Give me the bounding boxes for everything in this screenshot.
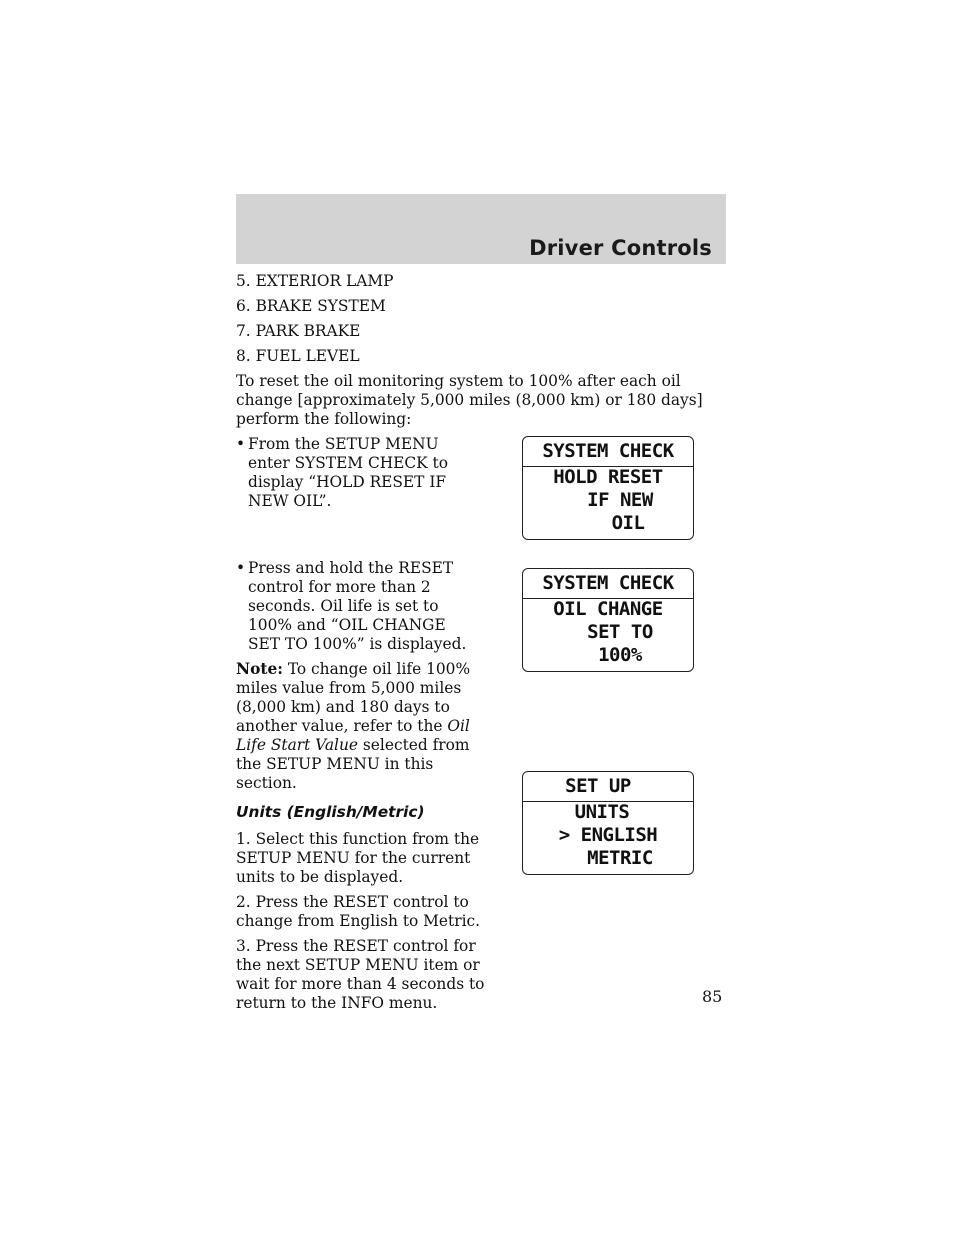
display-line: SET TO — [587, 621, 653, 643]
display-line: SET UP — [565, 775, 631, 797]
list-item: 5. EXTERIOR LAMP — [236, 272, 394, 290]
note-text-end: selected from the SETUP MENU in this section. — [236, 736, 470, 792]
intro-paragraph: To reset the oil monitoring system to 100% after each oil change [approximately 5,000 miles (8,000 km) or 180 days] perform the following: — [236, 372, 703, 428]
display-line: SYSTEM CHECK — [542, 572, 674, 594]
display-line: OIL — [611, 512, 645, 534]
display-line: OIL CHANGE — [553, 598, 663, 620]
bullet-item — [236, 435, 478, 511]
step-item: 1. Select this function from the SETUP MENU for the current units to be displayed. — [236, 830, 480, 886]
bullet-glyph: • — [236, 435, 246, 453]
bullet-text: Press and hold the RESET control for more than 2 seconds. Oil life is set to 100% and “OIL CHANGE SET TO 100%” is displayed. — [248, 559, 467, 653]
note-label: Note: — [236, 660, 283, 678]
note-reference: Oil Life Start Value — [236, 717, 470, 754]
section-title: Driver Controls — [529, 236, 712, 260]
message-display-oil-change — [522, 568, 694, 672]
list-item: 6. BRAKE SYSTEM — [236, 297, 386, 315]
page-number: 85 — [702, 987, 723, 1006]
section-header — [236, 194, 726, 264]
display-line: 100% — [598, 644, 642, 666]
step-item: 3. Press the RESET control for the next SETUP MENU item or wait for more than 4 seconds to return to the INFO menu. — [236, 937, 485, 1012]
step-item: 2. Press the RESET control to change from English to Metric. — [236, 893, 481, 930]
units-heading: Units (English/Metric) — [236, 803, 425, 821]
message-display-units — [522, 771, 694, 875]
display-line: METRIC — [587, 847, 653, 869]
list-item: 7. PARK BRAKE — [236, 322, 361, 340]
list-item: 8. FUEL LEVEL — [236, 347, 360, 365]
display-line: IF NEW — [587, 489, 653, 511]
bullet-glyph: • — [236, 559, 246, 577]
message-display-hold-reset — [522, 436, 694, 540]
display-line: > ENGLISH — [558, 824, 658, 846]
note-text: To change oil life 100% miles value from 5,000 miles (8,000 km) and 180 days to another value, refer to the — [236, 660, 471, 735]
bullet-item — [236, 559, 478, 654]
bullet-text: From the SETUP MENU enter SYSTEM CHECK to display “HOLD RESET IF NEW OIL”. — [248, 435, 449, 510]
display-line: UNITS — [574, 801, 630, 823]
display-line: SYSTEM CHECK — [542, 440, 674, 462]
display-line: HOLD RESET — [553, 466, 663, 488]
